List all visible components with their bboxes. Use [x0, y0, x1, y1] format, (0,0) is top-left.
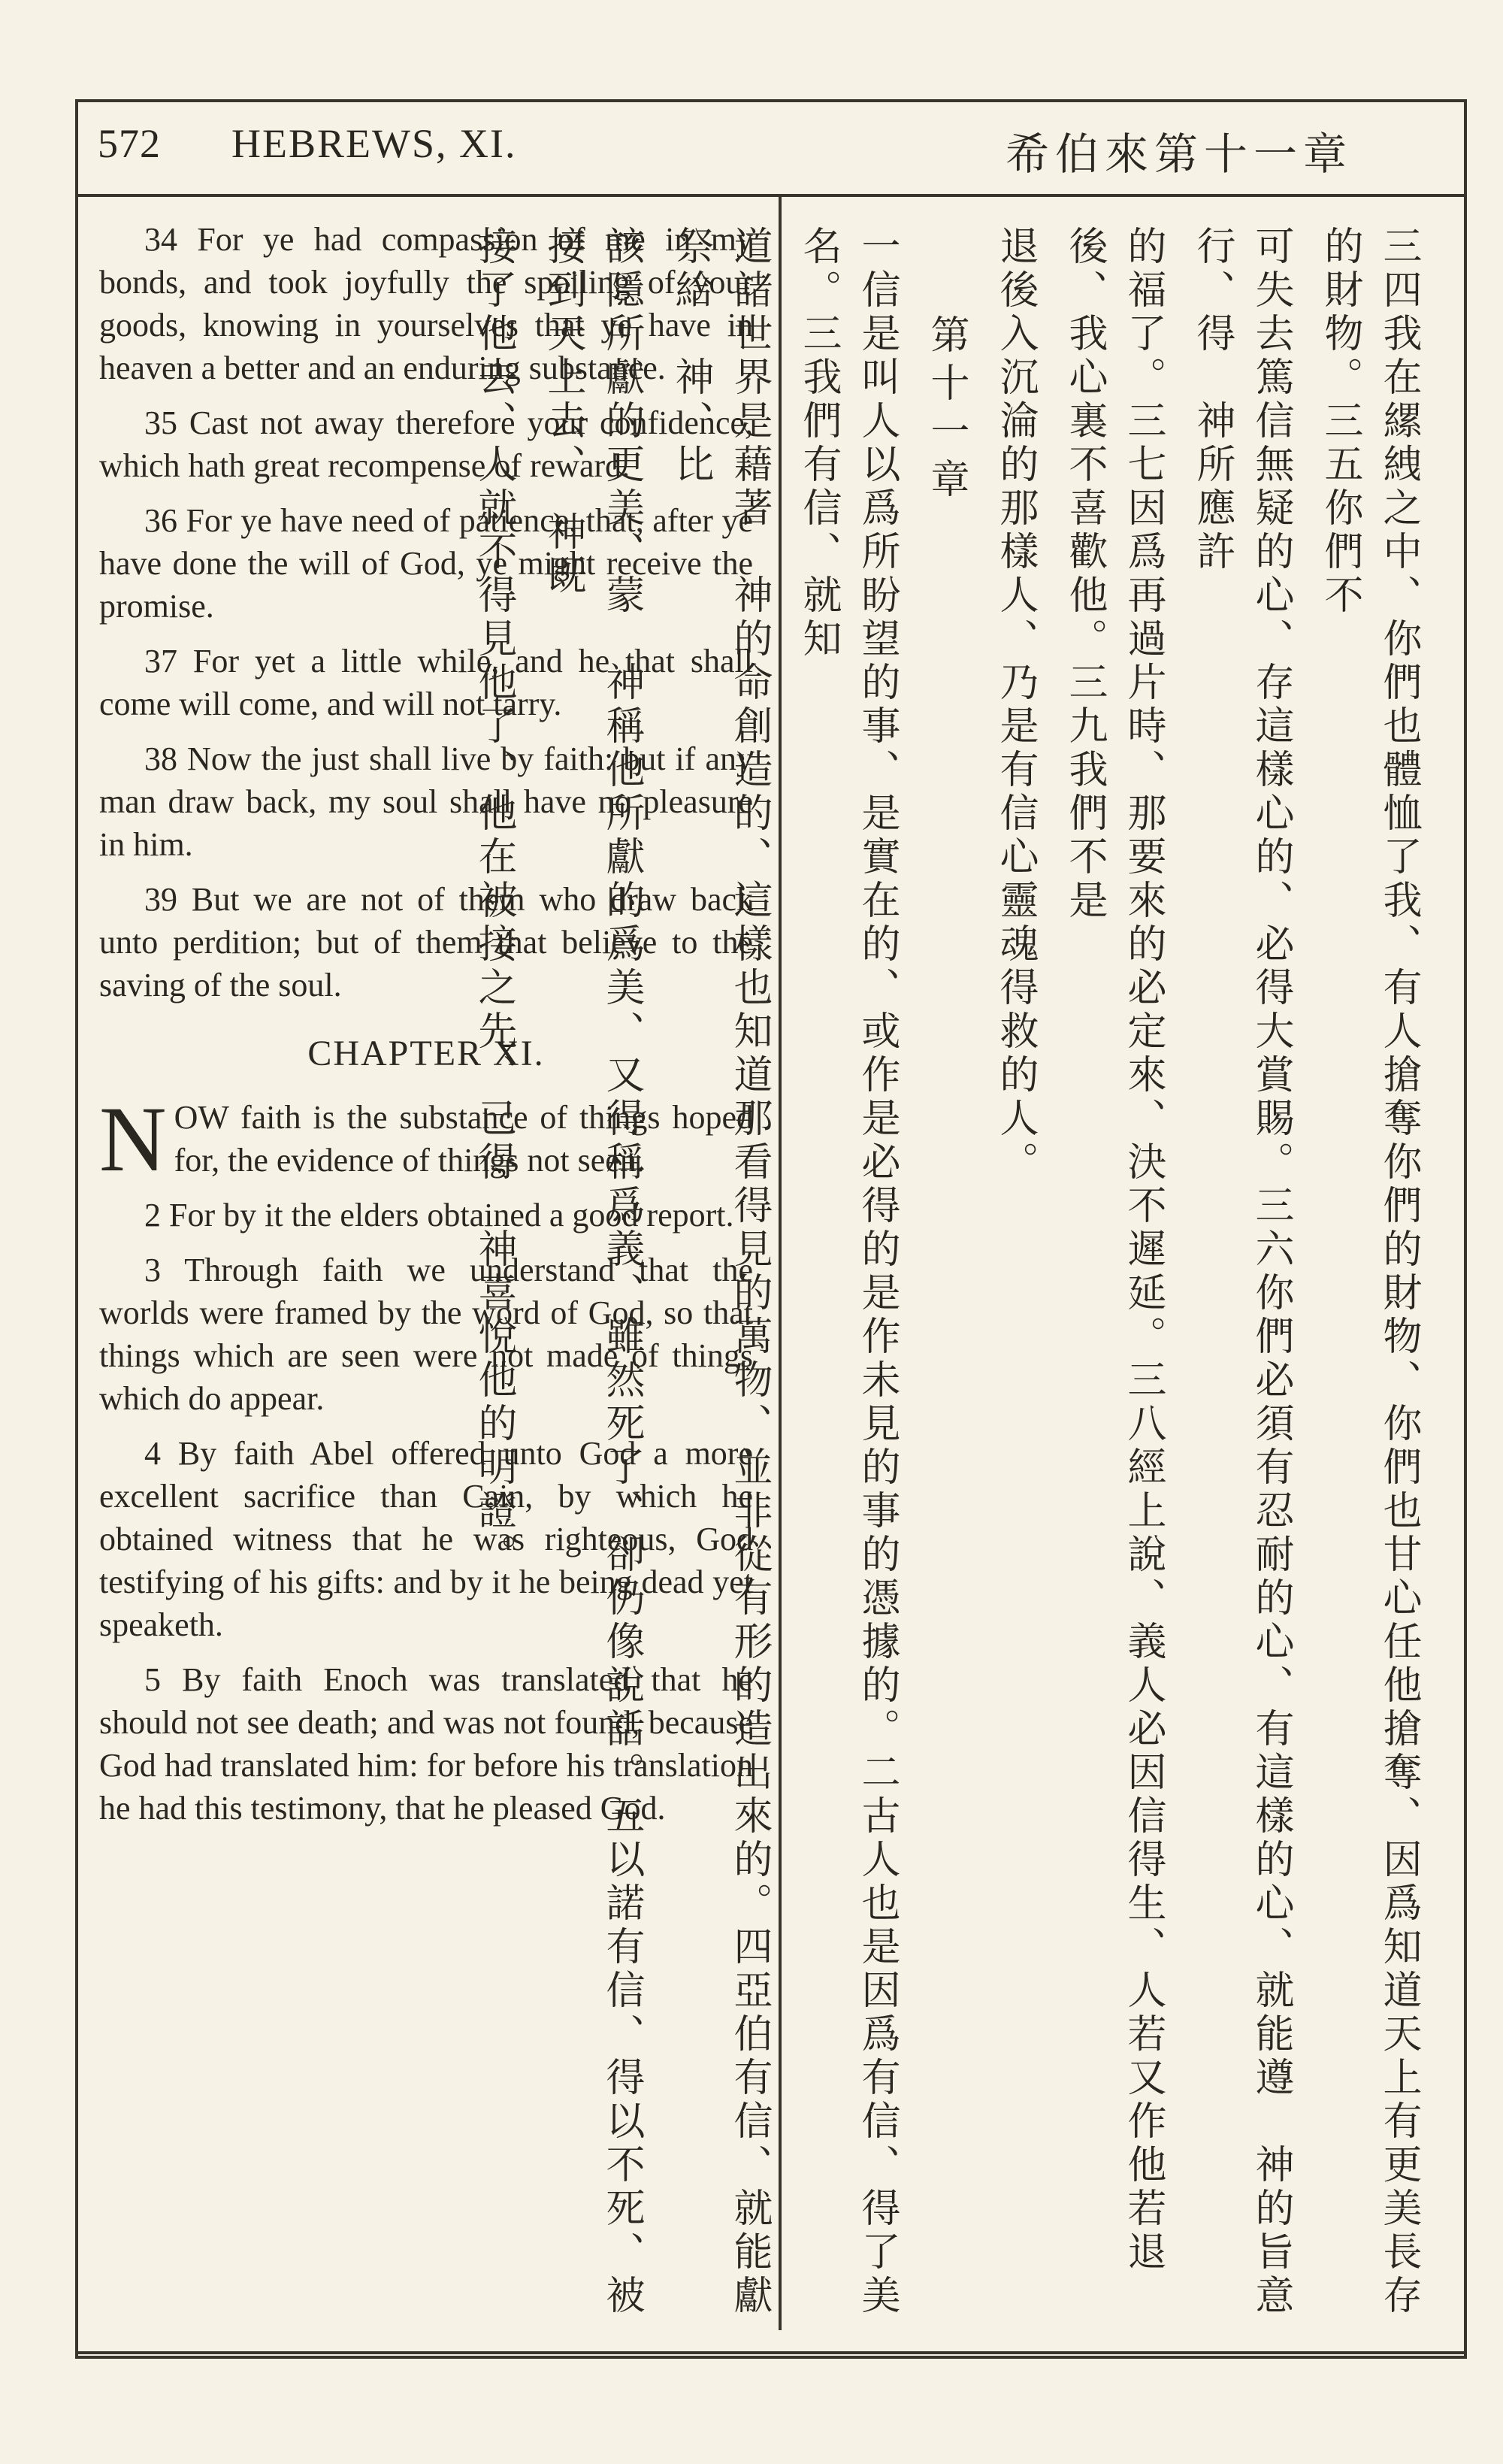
column-divider — [779, 197, 782, 2330]
chapter-heading: CHAPTER XI. — [307, 1034, 545, 1073]
verse-38: 38 Now the just shall live by faith: but if any man draw back, my soul shall have no pleasure in him. — [99, 740, 753, 863]
chinese-line-7: 該隱所獻的更美、蒙 神稱他所獻的爲美、又得稱爲義、雖然死了、卻仍像說話。五以諾有信、得以不死、被接到天上去、 神既 — [540, 226, 644, 2318]
verse-1 — [99, 1088, 753, 1191]
verse-34: 34 For ye had compassion of me in my bonds, and took joyfully the spoiling of your goods, knowing in yourselves that ye have in heaven a better and an enduring substance. — [99, 221, 753, 386]
verse-5: 5 By faith Enoch was translated that he should not see death; and was not found, because God had translated him: for before his translation he had this testimony, that he pleased God. — [99, 1661, 753, 1827]
chinese-line-4: 退後入沉淪的那樣人、乃是有信心靈魂得救的人。 — [993, 226, 1038, 1185]
book-title: HEBREWS, XI. — [231, 121, 517, 166]
chinese-line-1: 三四我在縲絏之中、你們也體恤了我、有人搶奪你們的財物、你們也甘心任他搶奪、因爲知道天上有更美長存的財物。三五你們不 — [1317, 226, 1421, 2318]
verse-37: 37 For yet a little while, and he that shall come will come, and will not tarry. — [99, 643, 753, 722]
chinese-line-8: 接了他去、人就不得見他了、他在被接之先、已得 神喜悅他的明證。 — [471, 226, 516, 1577]
chinese-line-5: 一信是叫人以爲所盼望的事、是實在的、或作是必得的是作未見的事的憑據的。二古人也是因爲有信、得了美名。三我們有信、就知 — [796, 226, 900, 2318]
chinese-title: 希伯來第十一章 — [1005, 129, 1353, 180]
verse-35: 35 Cast not away therefore your confidence, which hath great recompense of reward. — [99, 404, 753, 484]
chinese-chapter-title: 第十一章 — [924, 314, 969, 507]
verse-1-text: OW faith is the substance of things hoped for, the evidence of things not seen. — [174, 1099, 753, 1179]
verse-3: 3 Through faith we understand that the worlds were framed by the word of God, so that things which are seen were not made of things which do appear. — [99, 1252, 753, 1417]
chinese-line-3: 的福了。三七因爲再過片時、那要來的必定來、決不遲延。三八經上說、義人必因信得生、人若又作他若退後、我心裏不喜歡他。三九我們不是 — [1062, 226, 1166, 2275]
drop-cap: N — [99, 1088, 167, 1191]
verse-2: 2 For by it the elders obtained a good report. — [144, 1197, 734, 1234]
verse-36: 36 For ye have need of patience, that, after ye have done the will of God, ye might receive the promise. — [99, 502, 753, 625]
bottom-rule — [75, 2351, 1464, 2354]
page-header — [75, 99, 1464, 197]
page-number: 572 — [98, 121, 161, 166]
chinese-line-2: 可失去篤信無疑的心、存這樣心的、必得大賞賜。三六你們必須有忍耐的心、有這樣的心、就能遵 神的旨意行、得 神所應許 — [1190, 226, 1293, 2318]
chinese-column — [471, 226, 1428, 2330]
chinese-line-6: 道諸世界是藉著 神的命創造的、這樣也知道那看得見的萬物、並非從有形的造出來的。四亞伯有信、就能獻祭給 神、比 — [668, 226, 772, 2318]
verse-39: 39 But we are not of them who draw back unto perdition; but of them that believe to the saving of the soul. — [99, 881, 753, 1003]
verse-4: 4 By faith Abel offered unto God a more excellent sacrifice than Cain, by which he obtained witness that he was righteous, God testifying of his gifts: and by it he being dead yet speaketh. — [99, 1435, 753, 1643]
english-column — [99, 218, 753, 1842]
